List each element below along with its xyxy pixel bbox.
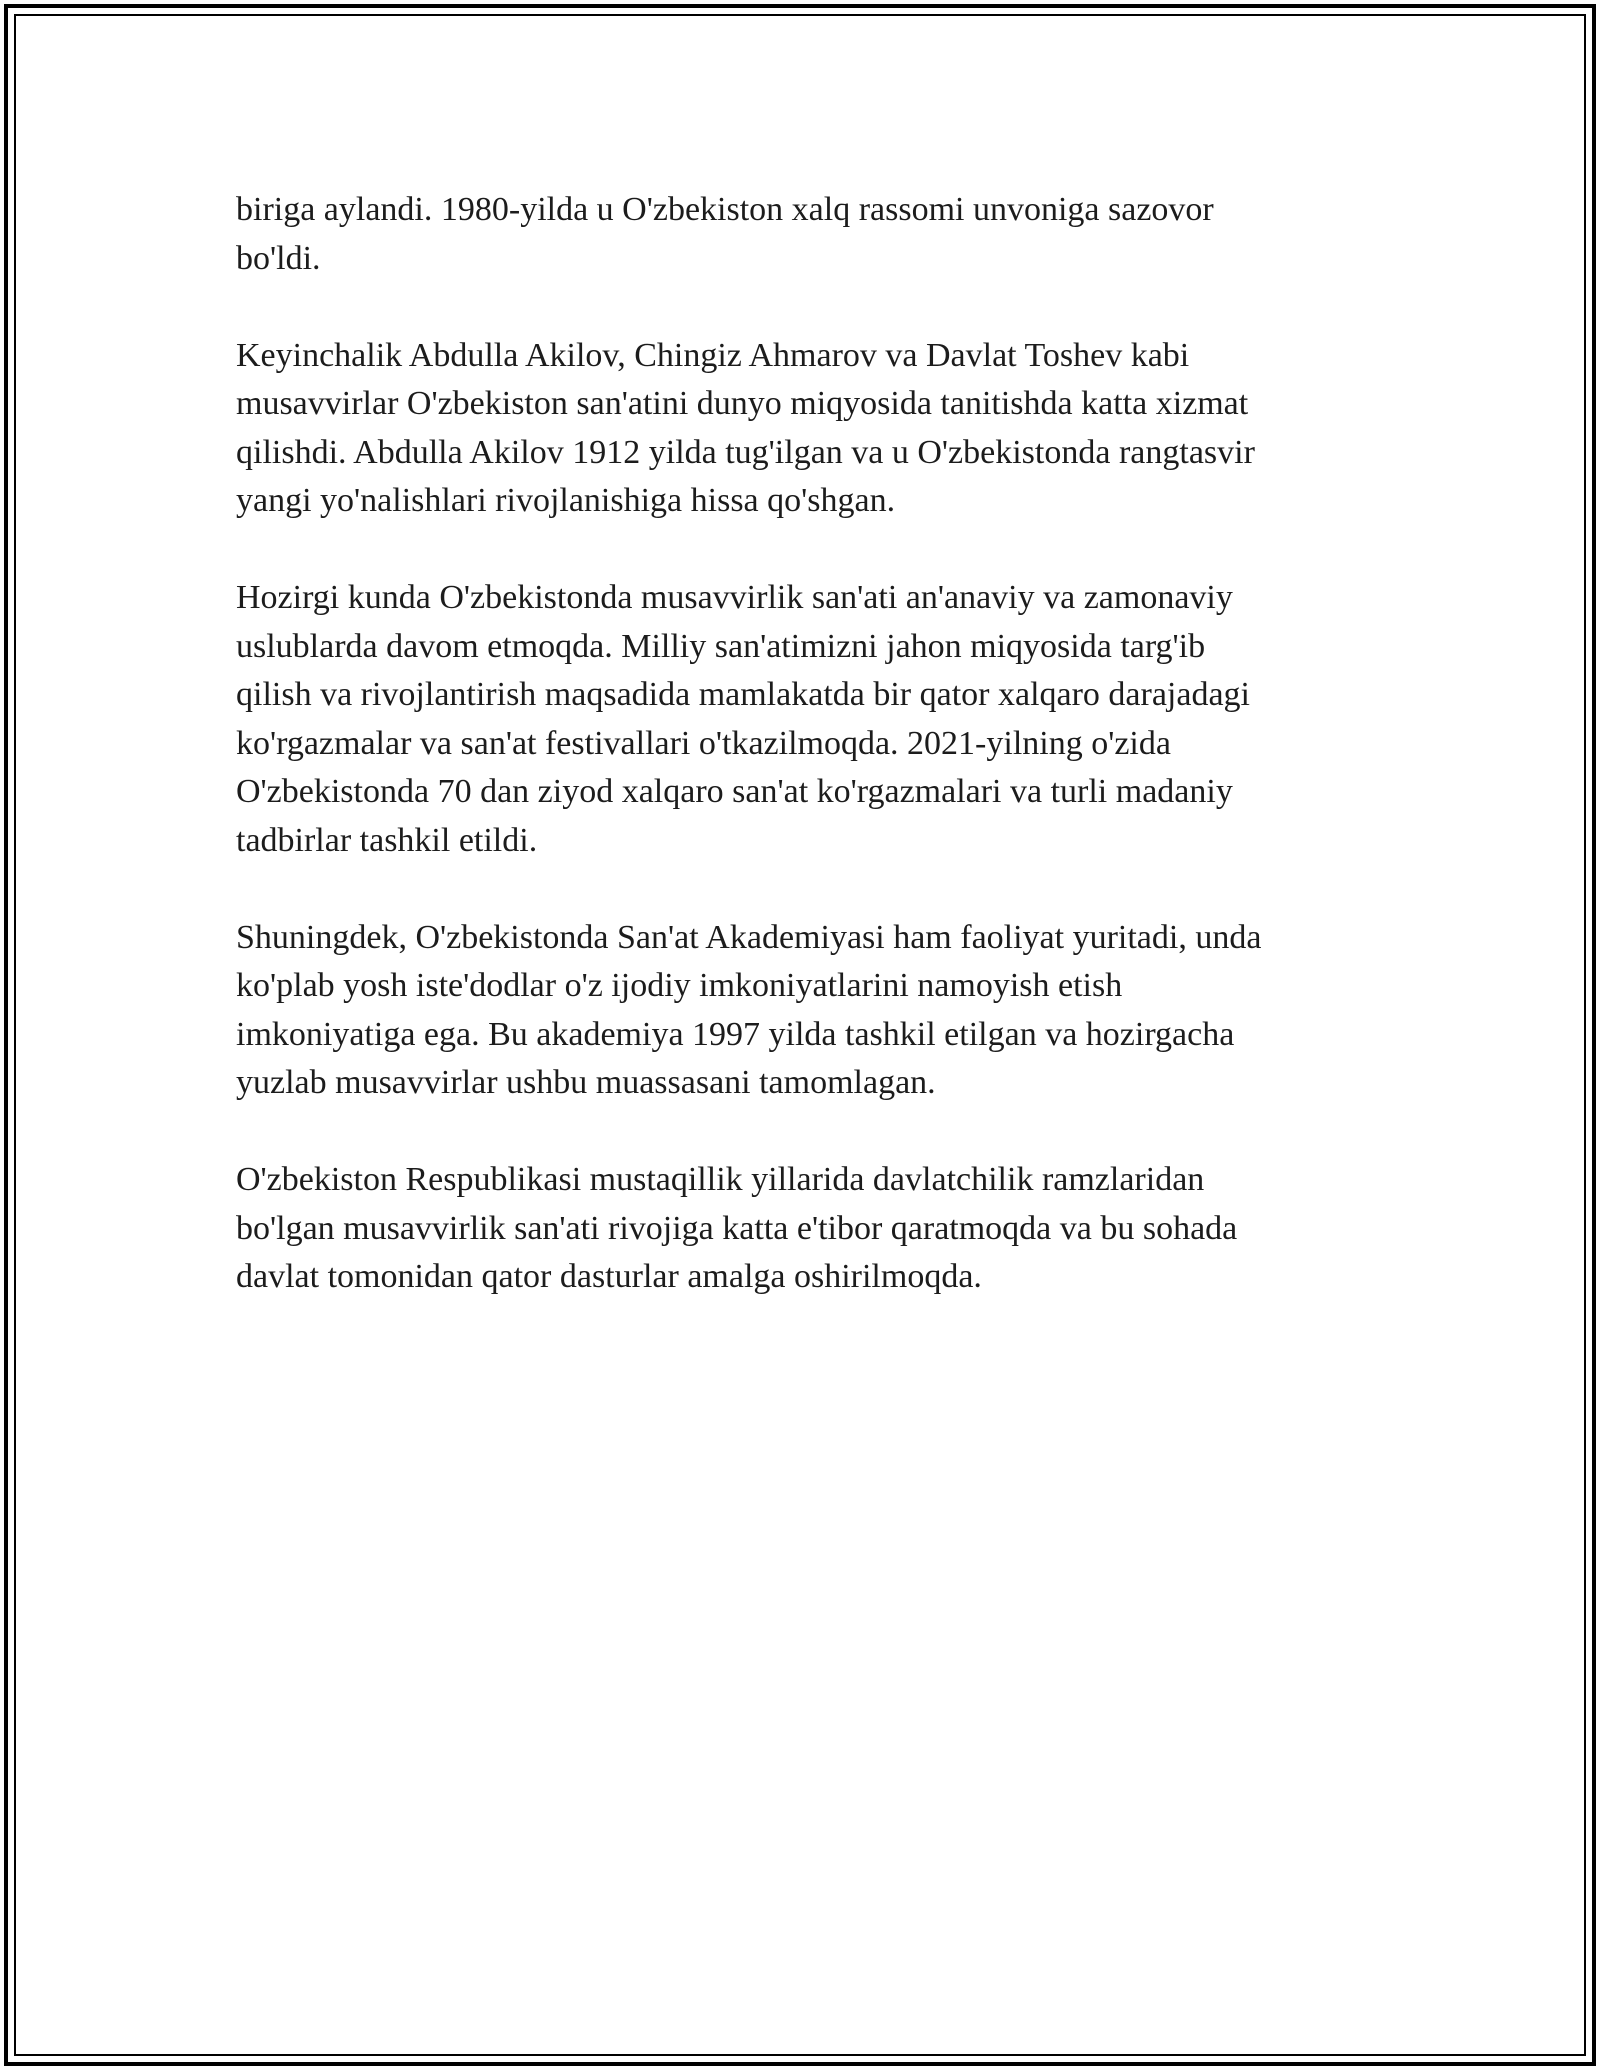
text-line: bo'lgan musavvirlik san'ati rivojiga katta e'tibor qaratmoqda va bu sohada xyxy=(236,1209,1238,1247)
text-line: yangi yo'nalishlari rivojlanishiga hissa qo'shgan. xyxy=(236,482,896,519)
text-line: O'zbekiston Respublikasi mustaqillik yillarida davlatchilik ramzlaridan xyxy=(236,1161,1205,1198)
paragraph-4 xyxy=(236,914,1366,1108)
text-line: ko'rgazmalar va san'at festivallari o'tkazilmoqda. 2021-yilning o'zida xyxy=(236,724,1171,762)
text-line: Hozirgi kunda O'zbekistonda musavvirlik san'ati an'anaviy va zamonaviy xyxy=(236,579,1233,616)
text-line: tadbirlar tashkil etildi. xyxy=(236,821,538,859)
text-line: imkoniyatiga ega. Bu akademiya 1997 yilda tashkil etilgan va hozirgacha xyxy=(236,1015,1235,1053)
text-line: qilish va rivojlantirish maqsadida mamlakatda bir qator xalqaro darajadagi xyxy=(236,676,1251,713)
paragraph-1 xyxy=(236,186,1366,283)
paragraph-3 xyxy=(236,574,1366,865)
document-body xyxy=(236,186,1366,1350)
text-line: Keyinchalik Abdulla Akilov, Chingiz Ahmarov va Davlat Toshev kabi xyxy=(236,336,1190,374)
text-line: bo'ldi. xyxy=(236,239,321,277)
text-line: yuzlab musavvirlar ushbu muassasani tamomlagan. xyxy=(236,1064,936,1101)
text-line: biriga aylandi. 1980-yilda u O'zbekiston xalq rassomi unvoniga sazovor xyxy=(236,191,1214,228)
text-line: O'zbekistonda 70 dan ziyod xalqaro san'at ko'rgazmalari va turli madaniy xyxy=(236,773,1233,810)
text-line: uslublarda davom etmoqda. Milliy san'atimizni jahon miqyosida targ'ib xyxy=(236,627,1206,665)
paragraph-2 xyxy=(236,332,1366,526)
text-line: Shuningdek, O'zbekistonda San'at Akademiyasi ham faoliyat yuritadi, unda xyxy=(236,918,1262,956)
text-line: ko'plab yosh iste'dodlar o'z ijodiy imkoniyatlarini namoyish etish xyxy=(236,967,1123,1004)
text-line: musavvirlar O'zbekiston san'atini dunyo miqyosida tanitishda katta xizmat xyxy=(236,385,1249,422)
text-line: qilishdi. Abdulla Akilov 1912 yilda tug'ilgan va u O'zbekistonda rangtasvir xyxy=(236,433,1255,471)
text-line: davlat tomonidan qator dasturlar amalga oshirilmoqda. xyxy=(236,1258,982,1295)
paragraph-5 xyxy=(236,1156,1366,1302)
